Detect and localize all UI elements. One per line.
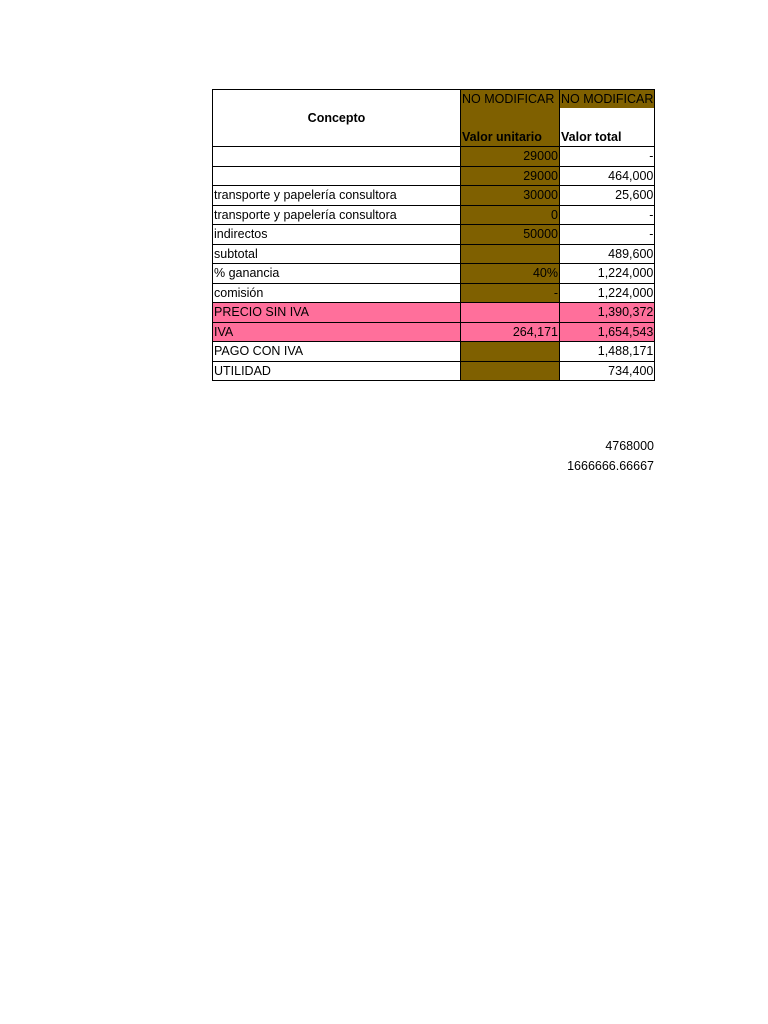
concept-cell[interactable]: PAGO CON IVA [213,342,461,362]
unit-cell[interactable] [461,244,560,264]
table-row [213,322,655,342]
table-row [213,166,655,186]
unit-cell[interactable]: 0 [461,205,560,225]
unit-cell[interactable]: - [461,283,560,303]
unit-no-modificar: NO MODIFICAR [462,92,555,106]
unit-cell[interactable] [461,361,560,381]
unit-cell[interactable]: 50000 [461,225,560,245]
table-row [213,225,655,245]
total-cell[interactable]: 1,224,000 [560,283,655,303]
table-row [213,186,655,206]
concept-cell[interactable]: indirectos [213,225,461,245]
header-valor-unitario: Valor unitario [462,130,542,144]
header-valor-total: Valor total [561,130,622,144]
total-cell[interactable]: - [560,205,655,225]
concept-cell[interactable]: subtotal [213,244,461,264]
table-row [213,147,655,167]
header-row [213,90,655,147]
table-row [213,342,655,362]
table-row [213,244,655,264]
header-concepto-cell[interactable] [213,90,461,147]
unit-cell[interactable] [461,303,560,323]
header-total-cell[interactable] [560,90,655,147]
extra-value-cell[interactable]: 4768000 [605,439,654,453]
concept-cell[interactable]: UTILIDAD [213,361,461,381]
unit-cell[interactable]: 40% [461,264,560,284]
total-cell[interactable]: 464,000 [560,166,655,186]
unit-cell[interactable]: 29000 [461,166,560,186]
concept-cell[interactable]: PRECIO SIN IVA [213,303,461,323]
extra-value-cell[interactable]: 1666666.66667 [567,459,654,473]
unit-cell[interactable]: 29000 [461,147,560,167]
total-cell[interactable]: 25,600 [560,186,655,206]
concept-cell[interactable] [213,166,461,186]
total-cell[interactable]: 489,600 [560,244,655,264]
concept-cell[interactable] [213,147,461,167]
table-row [213,264,655,284]
concept-cell[interactable]: comisión [213,283,461,303]
unit-cell[interactable]: 30000 [461,186,560,206]
table-row [213,303,655,323]
table-row [213,283,655,303]
total-cell[interactable]: 1,224,000 [560,264,655,284]
header-unit-cell[interactable] [461,90,560,147]
total-cell[interactable]: 734,400 [560,361,655,381]
table-row [213,205,655,225]
header-concepto: Concepto [307,111,366,125]
total-cell[interactable]: - [560,225,655,245]
total-no-modificar: NO MODIFICAR [561,92,654,106]
unit-cell[interactable]: 264,171 [461,322,560,342]
table-row [213,361,655,381]
concept-cell[interactable]: transporte y papelería consultora [213,205,461,225]
unit-cell[interactable] [461,342,560,362]
total-cell[interactable]: 1,390,372 [560,303,655,323]
total-cell[interactable]: 1,488,171 [560,342,655,362]
concept-cell[interactable]: % ganancia [213,264,461,284]
cost-table [212,89,655,381]
total-cell[interactable]: 1,654,543 [560,322,655,342]
concept-cell[interactable]: IVA [213,322,461,342]
total-cell[interactable]: - [560,147,655,167]
concept-cell[interactable]: transporte y papelería consultora [213,186,461,206]
